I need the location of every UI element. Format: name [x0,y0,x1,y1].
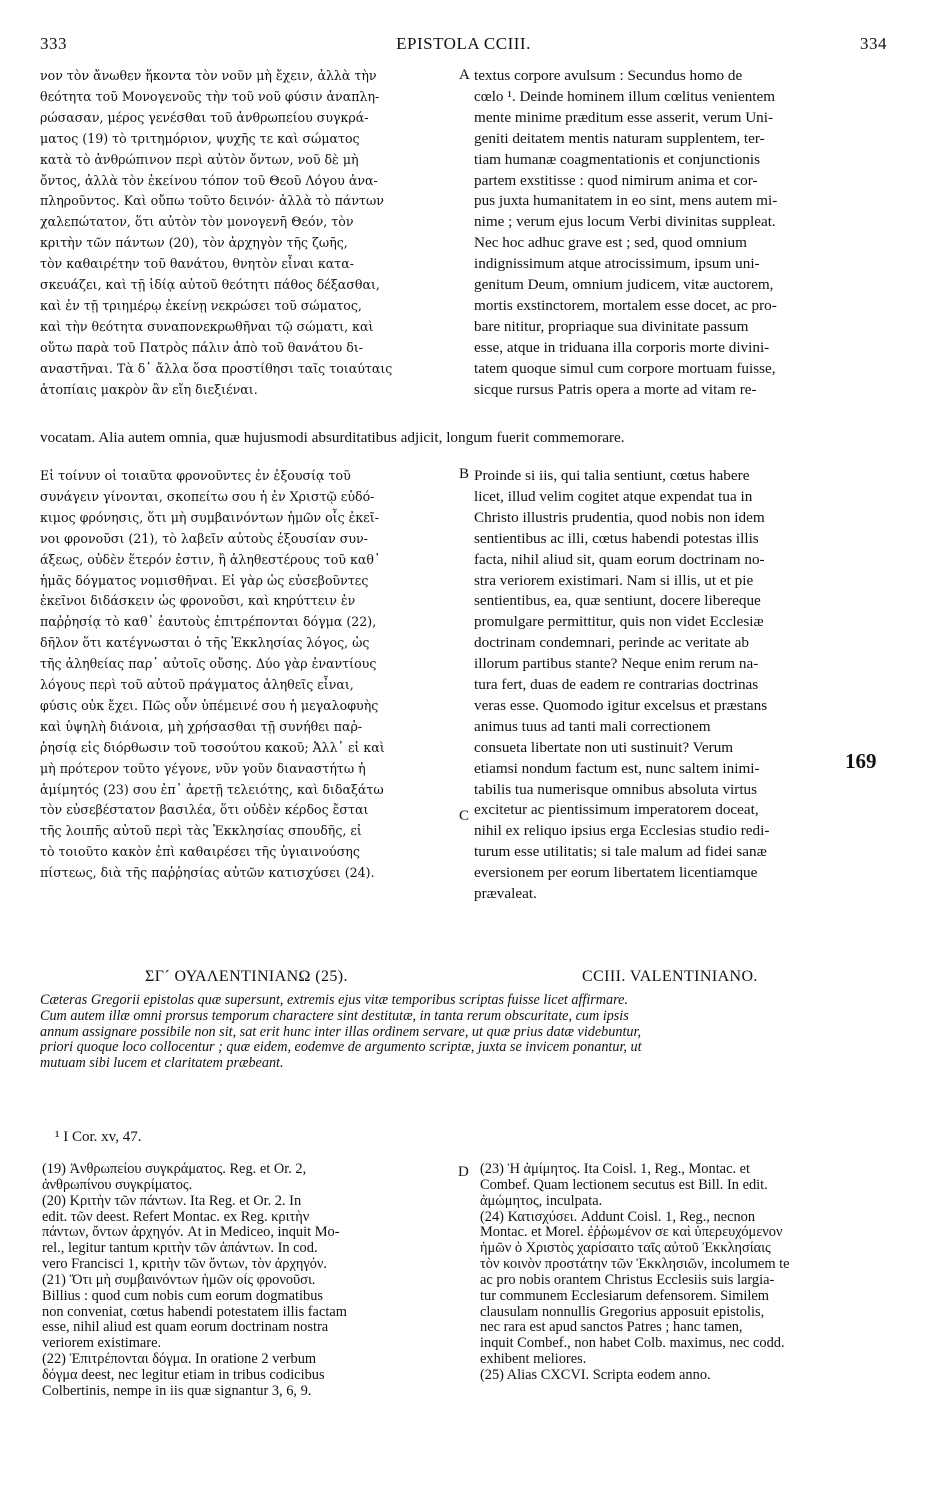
text-line: λόγους περὶ τοῦ αὐτοῦ πράγματος ἀληθεῖς εἶναι, [40,677,354,692]
full-width-line: vocatam. Alia autem omnia, quæ hujusmodi absurditatibus adjicit, longum fuerit commemorare. [40,429,625,446]
text-line: sicque rursus Patris opera a morte ad vitam re- [474,380,757,398]
text-line: ἀμίμητός (23) σου ἐπ᾿ ἀρετῇ τελειότης, καὶ διδαξάτω [40,781,384,797]
text-line: sentientibus, ea, quæ sentiunt, docere libereque [474,592,761,610]
footnote-line: ac pro nobis orantem Christus Ecclesiis suis largia- [480,1272,775,1288]
text-line: αναστῆναι. Τὰ δ᾿ ἄλλα ὅσα προστίθησι ταῖς τοιαύταις [40,360,393,376]
text-line: cœlo ¹. Deinde hominem illum cœlitus venientem [474,87,776,105]
text-line: κριτὴν τῶν πάντων (20), τὸν ἀρχηγὸν τῆς ζωῆς, [40,235,348,251]
intro-line: annum assignare possibile non sit, sat erit hunc inter illas ordinem servare, ut quæ prius datæ videbuntur, [40,1024,641,1040]
text-line: ῥησίᾳ εἰς διόρθωσιν τοῦ τοσούτου κακοῦ; Ἀλλ᾿ εἰ καὶ [40,739,385,755]
footnote-line: (19) Ἀνθρωπείου συγκράματος. Reg. et Or. 2, [42,1162,307,1177]
text-line: veras esse. Quomodo igitur excelsus et præstans [474,696,768,714]
text-line: promulgare permittitur, quis non videt Ecclesiæ [474,613,764,631]
text-line: Εἰ τοίνυν οἱ τοιαῦτα φρονοῦντες ἐν ἐξουσίᾳ τοῦ [40,468,351,483]
margin-number: 169 [845,749,877,773]
text-line: τῆς ἀληθείας παρ᾿ αὐτοῖς οὔσης. Δύο γὰρ ἐναντίους [40,656,377,672]
intro-line: priori quoque loco collocentur ; quæ eidem, eodemve de argumento scriptæ, juxta se invicem ponantur, ut [40,1040,642,1056]
text-line: genitum Deum, omnium judicem, vitæ auctorem, [474,276,774,293]
intro-line: mutuam sibi lucem et claritatem præbeant. [40,1056,284,1072]
text-line: φύσις οὐκ ἔχει. Πῶς οὖν ὑπέμεινέ σου ἡ μεγαλοφυὴς [40,697,379,713]
text-line: prævaleat. [474,885,537,902]
text-line: ὄντος, ἀλλὰ τὸν ἐκείνου τόπον τοῦ Θεοῦ Λόγου ἀνα- [40,172,378,188]
text-line: indignissimum atque atrocissimum, ipsum uni- [474,255,760,273]
footnote-line: veriorem existimare. [42,1336,162,1352]
text-line: illorum partibus stante? Neque enim rerum na- [474,655,759,673]
text-line: partem exstitisse : quod nimirum anima et cor- [474,171,758,189]
text-line: esse, atque in triduana illa corporis morte divini- [474,338,770,356]
text-line: ρώσασαν, μέρος γενέσθαι τοῦ ἀνθρωπείου συγκρά- [40,109,369,125]
footnote-line: exhibent meliores. [480,1352,587,1368]
footnote-line: (21) Ὅτι μὴ συμβαινόντων ἡμῶν οἷς φρονοῦσι. [42,1272,316,1288]
text-line: turum esse utilitatis; si tale malum ad fidei sanæ [474,843,767,861]
text-line: χαλεπώτατον, ὅτι αὐτὸν τὸν μονογενῆ Θεόν, τὸν [40,214,354,230]
footnote-line: nec rara est apud sanctos Patres ; hanc tamen, [480,1320,743,1336]
footnotes-right [480,1162,890,1384]
text-line: θεότητα τοῦ Μονογενοῦς τὴν τοῦ νοῦ φύσιν ἀναπλη- [40,88,380,104]
footnote-line: ἡμῶν ὁ Χριστὸς χαρίσαιτο ταῖς αὐτοῦ Ἐκκλησίαις [480,1241,771,1257]
text-line: textus corpore avulsum : Secundus homo de [474,67,743,84]
text-line: tiam humanæ coagmentationis et conjunctionis [474,150,760,168]
text-line: Christo illustris prudentia, quod nobis non idem [474,508,765,526]
text-line: καὶ ἐν τῇ τριημέρῳ ἐκείνῃ νεκρώσει τοῦ σώματος, [40,297,362,313]
text-line: δῆλον ὅτι κατέγνωσται ὁ τῆς Ἐκκλησίας λόγος, ὡς [40,635,370,651]
text-line: tabilis tua numerisque omnibus absoluta virtus [474,780,758,798]
text-line: licet, illud velim cogitet atque expendat tua in [474,487,753,505]
text-line: κιμος φρόνησις, ὅτι μὴ συμβαινόντων ἡμῶν οἷς ἐκεῖ- [40,509,379,525]
footnote-line: (23) Ἡ ἀμίμητος. Ita Coisl. 1, Reg., Montac. et [480,1162,751,1177]
italic-introduction [40,993,890,1072]
text-line: παῤῥησίᾳ τὸ καθ᾿ ἑαυτοὺς ἐπιτρέπονται δόγμα (22), [40,614,377,630]
text-line: geniti deitatem mentis naturam supplentem, ter- [474,129,765,147]
text-line: νον τὸν ἄνωθεν ἥκοντα τὸν νοῦν μὴ ἔχειν, ἀλλὰ τὴν [40,68,377,83]
text-line: μὴ πρότερον τοῦτο γέγονε, νῦν γοῦν διαναστήτω ἡ [40,760,366,776]
text-line: άξεως, οὐδὲν ἕτερόν ἐστιν, ἢ ἀληθεστέρους τοῦ καθ᾿ [40,551,381,567]
footnote-line: non conveniat, cœtus habendi potestatem illis factam [42,1304,347,1320]
text-line: ἐκεῖνοι διδάσκειν ὡς φρονοῦσι, καὶ κηρύττειν ἐν [40,593,356,609]
page-header [40,34,887,56]
text-line: καὶ τὴν θεότητα συναπονεκρωθῆναι τῷ σώματι, καὶ [40,318,374,334]
section-marker-b: B [459,466,470,482]
footnote-line: (24) Κατισχύσει. Addunt Coisl. 1, Reg., necnon [480,1209,756,1225]
text-line: Nec hoc adhuc grave est ; sed, quod omnium [474,234,747,252]
text-line: consueta libertate non uti sustinuit? Verum [474,738,734,756]
text-line: pus juxta humanitatem in eo sint, mens autem mi- [474,192,778,210]
right-page-number: 334 [860,34,887,53]
text-line: οὕτω παρὰ τοῦ Πατρὸς πάλιν ἀπὸ τοῦ θανάτου δι- [40,339,364,355]
text-line: facta, nihil aliud sit, quam eorum doctrinam no- [474,550,765,568]
text-line: Proinde si iis, qui talia sentiunt, cœtus habere [474,467,750,484]
footnote-line: ἀμώμητος, inculpata. [480,1193,603,1209]
footnote-line: τὸν κοινὸν προστάτην τῶν Ἐκκλησιῶν, incolumem te [480,1257,790,1273]
text-line: πίστεως, διὰ τῆς παῤῥησίας αὐτῶν κατισχύσει (24). [40,865,375,881]
footnotes-left [42,1162,460,1400]
text-line: πληροῦντος. Καὶ οὔπω τοῦτο δεινόν· ἀλλὰ τὸ πάντων [40,193,384,209]
footnote-line: Montac. et Morel. ἐῤῥωμένον σε καὶ ὑπερευχόμενον [480,1225,783,1241]
text-line: νοι φρονοῦσι (21), τὸ λαβεῖν αὐτοὺς ἐξουσίαν συν- [40,530,368,546]
text-line: mente minime præditum esse asserit, verum Uni- [474,108,774,126]
text-line: ἡμᾶς δόγματος νομισθῆναι. Εἰ γὰρ ὡς εὐσεβοῦντες [40,572,369,588]
intro-line: Cæteras Gregorii epistolas quæ supersunt, extremis ejus vitæ temporibus scriptas fuisse licet affirmare. [40,993,628,1008]
text-line: τὸν εὐσεβέστατον βασιλέα, ὅτι οὐδὲν κέρδος ἔσται [40,802,369,818]
latin-section-title: CCIII. VALENTINIANO. [582,968,758,985]
section-marker-a: A [459,67,470,83]
footnote-line: Billius : quod cum nobis cum eorum dogmatibus [42,1288,324,1304]
section-marker-d: D [458,1164,469,1180]
left-page-number: 333 [40,34,67,53]
text-line: eversionem per eorum libertatem licentiamque [474,864,758,882]
text-line: ἀτοπίαις μακρὸν ἂν εἴη διεξιέναι. [40,381,258,397]
text-line: bare nititur, propriaque sua divinitate passum [474,317,749,335]
text-line: doctrinam condemnari, perinde ac veritate ab [474,634,749,652]
text-line: nime ; verum ejus locum Verbi divinitas suppleat. [474,213,776,231]
intro-line: Cum autem illæ omni prorsus temporum charactere sint destitutæ, in tanta rerum obscuritate, cum ipsis [40,1008,629,1024]
text-line: sentientibus ac illi, cœtus habendi potestas illis [474,529,759,547]
text-line: συνάγειν γίνονται, σκοπείτω σου ἡ ἐν Χριστῷ εὐδό- [40,488,375,504]
footnote-line: edit. τῶν deest. Refert Montac. ex Reg. κριτὴν [42,1209,310,1225]
text-line: mortis exstinctorem, mortalem esse docet, ac pro- [474,296,777,314]
footnote-line: (22) Ἐπιτρέπονται δόγμα. In oratione 2 verbum [42,1352,317,1368]
text-line: κατὰ τὸ ἀνθρώπινον περὶ αὐτὸν ὄντων, νοῦ δὲ μὴ [40,151,359,167]
footnote-line: πάντων, ὄντων ἀρχηγόν. At in Mediceo, inquit Mo- [42,1225,340,1241]
text-line: τὸ τοιοῦτο κακὸν ἐπὶ καθαιρέσει τῆς ὑγιαινούσης [40,844,360,860]
footnote-line: (20) Κριτὴν τῶν πάντων. Ita Reg. et Or. 2. In [42,1193,302,1209]
text-line: καὶ ὑψηλὴ διάνοια, μὴ χρήσασθαι τῇ συνήθει παῤ- [40,718,363,734]
scripture-reference: ¹ I Cor. xv, 47. [55,1129,142,1145]
text-line: etiamsi nondum factum est, nunc saltem inimi- [474,759,760,777]
footnote-line: vero Francisci 1, κριτὴν τῶν ὄντων, τὸν ἀρχηγόν. [42,1257,328,1273]
text-line: tura fert, duas de eadem re contrarias doctrinas [474,676,759,693]
text-line: ματος (19) τὸ τριτημόριον, ψυχῆς τε καὶ σώματος [40,130,360,146]
text-line: σκευάζει, καὶ τῇ ἰδίᾳ αὐτοῦ θεότητι πάθος δέξασθαι, [40,277,380,292]
footnote-line: Colbertinis, nempe in iis quæ signantur 3, 6, 9. [42,1383,312,1399]
text-line: τῆς λοιπῆς αὐτοῦ περὶ τὰς Ἐκκλησίας σπουδῆς, εἰ [40,823,362,839]
footnote-line: Combef. Quam lectionem secutus est Bill. In edit. [480,1177,768,1193]
greek-section-title: ΣΓ´ ΟΥΑΛΕΝΤΙΝΙΑΝΩ (25). [145,968,348,985]
footnote-line: δόγμα deest, nec legitur etiam in tribus codicibus [42,1367,325,1383]
footnote-line: ἀνθρωπίνου συγκρίματος. [42,1177,193,1193]
text-line: nihil ex reliquo ipsius erga Ecclesias studio redi- [474,822,770,840]
footnote-line: clausulam nonnullis Gregorius apposuit epistolis, [480,1304,765,1320]
footnote-line: rel., legitur tantum κριτὴν τῶν ἁπάντων. In cod. [42,1241,318,1257]
text-line: τὸν καθαιρέτην τοῦ θανάτου, θνητὸν εἶναι κατα- [40,256,355,272]
text-line: excitetur ac pientissimum imperatorem doceat, [474,801,759,819]
footnote-line: esse, nihil aliud est quam eorum doctrinam nostra [42,1320,329,1336]
text-line: tatem quoque simul cum corpore mortuam fuisse, [474,359,776,377]
footnote-line: tur communem Ecclesiarum defensorem. Similem [480,1288,769,1304]
footnote-line: (25) Alias CXCVI. Scripta eodem anno. [480,1367,711,1383]
text-line: stra veriorem existimari. Nam si illis, ut et pie [474,571,754,589]
running-title: EPISTOLA CCIII. [396,34,531,53]
footnote-line: inquit Combef., non habet Colb. maximus, nec codd. [480,1336,785,1352]
section-marker-c: C [459,808,470,824]
text-line: animus tuus ad tanti mali correctionem [474,717,711,735]
